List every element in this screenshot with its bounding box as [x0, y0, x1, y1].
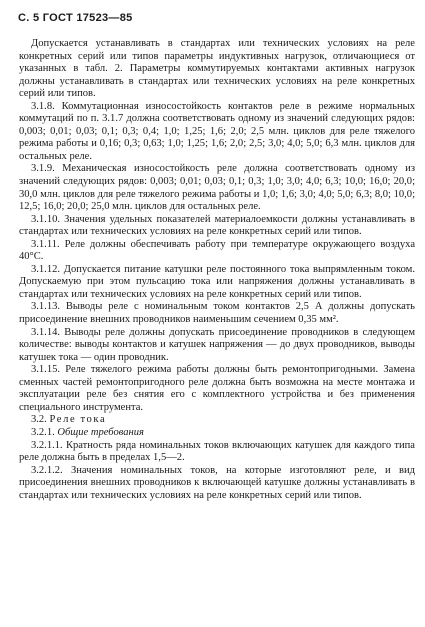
- page-header: С. 5 ГОСТ 17523—85: [18, 12, 133, 24]
- paragraph: 3.1.12. Допускается питание катушки реле постоянного тока выпрямленным током. Допускаемую при этом пульсацию тока или напряжения должны устанавливать в стандартах или технических условиях на реле конкретных серий или типов.: [19, 263, 415, 300]
- body-text: [19, 38, 415, 502]
- paragraph: 3.2.1.2. Значения номинальных токов, на которые изготовляют реле, и вид присоединения внешних проводников к включающей катушке должны устанавливать в стандартах или технических условиях на реле конкретных серий или типов.: [19, 464, 415, 501]
- paragraph: 3.2.1.1. Кратность ряда номинальных токов включающих катушек для каждого типа реле должна быть в пределах 1,5—2.: [19, 439, 415, 464]
- paragraph: 3.1.9. Механическая износостойкость реле должна соответствовать одному из значений следующих рядов: 0,003; 0,01; 0,03; 0,1; 0,3; 1,0; 3,0; 4,0; 6,3; 10,0; 16,0; 20,0; 30,0 млн. циклов для реле тяжелого режима работы и 1,0; 1,6; 3,0; 4,0; 5,0; 6,3; 8,0; 10,0; 12,5; 16,0; 20,0; 25,0 млн. циклов для остальных реле.: [19, 163, 415, 213]
- paragraph: 3.1.8. Коммутационная износостойкость контактов реле в режиме нормальных коммутаций по п. 3.1.7 должна соответствовать одному из значений следующих рядов: 0,003; 0,01; 0,03; 0,1; 0,3; 0,4; 1,0; 1,25; 1,6; 2,0; 2,5 млн. циклов для реле тяжелого режима работы и 0,16; 0,3; 0,63; 1,0; 1,25; 1,6; 2,0; 2,5; 3,0; 4,0; 5,0; 6,3 млн. циклов для остальных реле.: [19, 100, 415, 162]
- subsection-heading: [19, 427, 415, 440]
- section-number: 3.2.: [31, 414, 47, 426]
- paragraph: 3.1.14. Выводы реле должны допускать присоединение проводников в следующем количестве: выводы контактов и катушек напряжения — до двух проводников, выводы катушек тока — один проводник.: [19, 326, 415, 363]
- paragraph: 3.1.15. Реле тяжелого режима работы должны быть ремонтопригодными. Замена сменных частей ремонтопригодного реле должна быть возможна на месте монтажа и эксплуатации реле без снятия его с комплектного устройства и без применения специального инструмента.: [19, 364, 415, 413]
- paragraph: Допускается устанавливать в стандартах или технических условиях на реле конкретных серий или типов параметры индуктивных нагрузок, отличающиеся от указанных в табл. 2. Параметры коммутируемых контактами активных нагрузок должны устанавливать в стандартах или технических условиях на реле конкретных серий или типов.: [19, 38, 415, 100]
- paragraph: 3.1.13. Выводы реле с номинальным током контактов 2,5 А должны допускать присоединение внешних проводников наименьшим сечением 0,35 мм².: [19, 301, 415, 326]
- section-heading: [19, 414, 415, 427]
- paragraph: 3.1.10. Значения удельных показателей материалоемкости должны устанавливать в стандартах или технических условиях на реле конкретных серий или типов.: [19, 213, 415, 238]
- section-title: Реле тока: [49, 414, 107, 426]
- subsection-title: Общие требования: [57, 426, 144, 438]
- subsection-number: 3.2.1.: [31, 426, 55, 438]
- paragraph: 3.1.11. Реле должны обеспечивать работу при температуре окружающего воздуха 40°С.: [19, 238, 415, 263]
